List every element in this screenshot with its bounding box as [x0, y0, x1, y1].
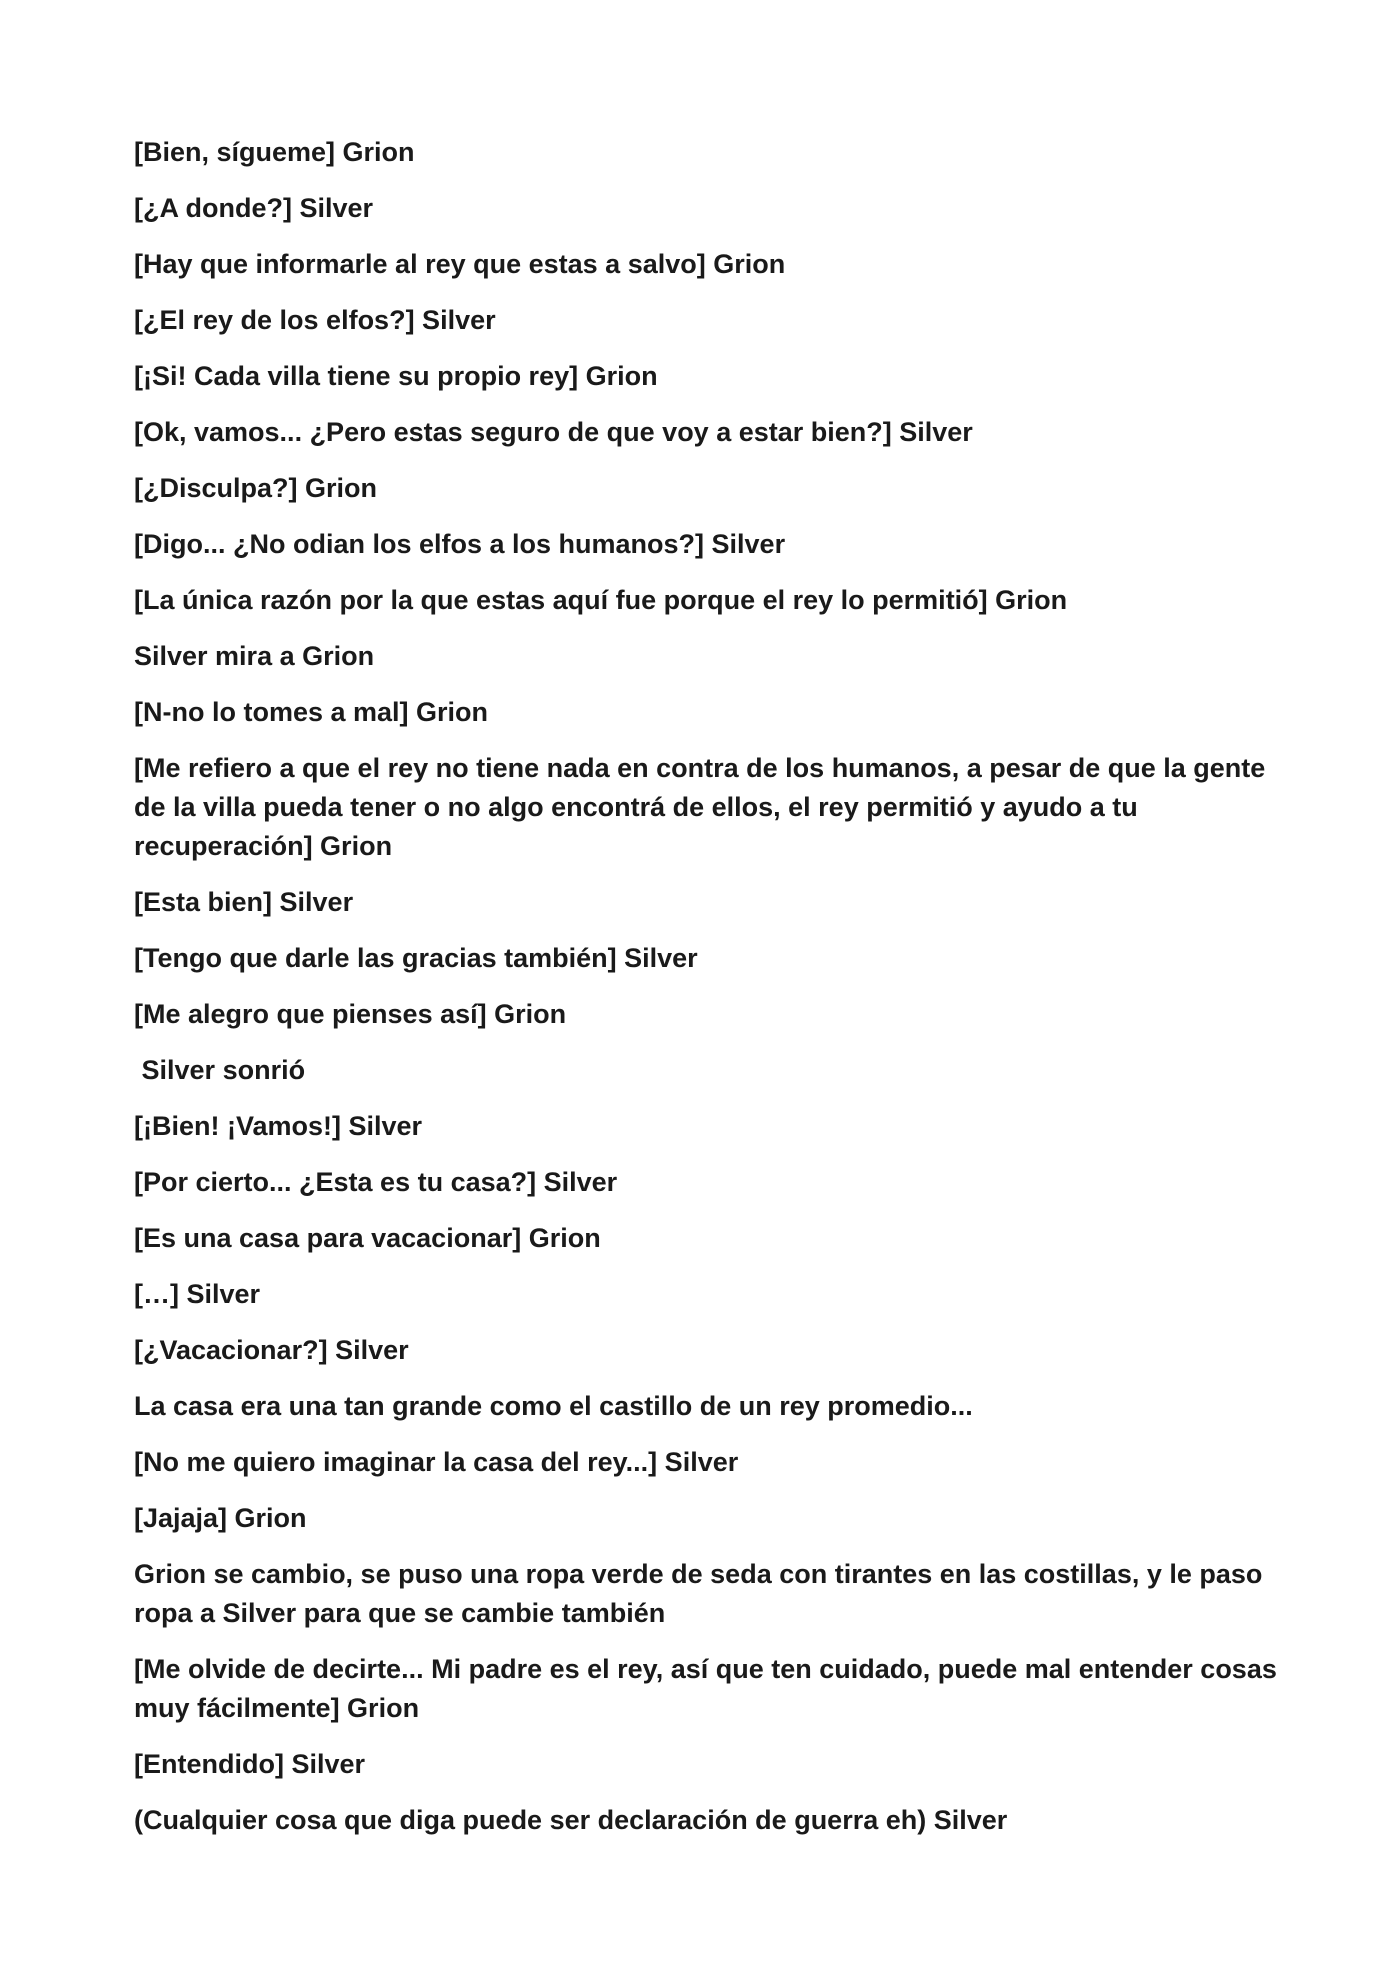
paragraph: [Me olvide de decirte... Mi padre es el rey, así que ten cuidado, puede mal entender cosas muy fácilmente] Grion	[134, 1654, 1285, 1723]
paragraph: [Ok, vamos... ¿Pero estas seguro de que voy a estar bien?] Silver	[134, 417, 973, 447]
paragraph: [N-no lo tomes a mal] Grion	[134, 697, 489, 727]
paragraph: [¿A donde?] Silver	[134, 193, 374, 223]
paragraph: […] Silver	[134, 1279, 261, 1309]
paragraph: [¡Si! Cada villa tiene su propio rey] Grion	[134, 361, 658, 391]
paragraph: [Por cierto... ¿Esta es tu casa?] Silver	[134, 1167, 618, 1197]
paragraph: Silver mira a Grion	[134, 641, 375, 671]
paragraph: [¿El rey de los elfos?] Silver	[134, 305, 496, 335]
paragraph: [¿Disculpa?] Grion	[134, 473, 377, 503]
paragraph: (Cualquier cosa que diga puede ser declaración de guerra eh) Silver	[134, 1805, 1008, 1835]
paragraph: [No me quiero imaginar la casa del rey...] Silver	[134, 1447, 739, 1477]
paragraph: [Digo... ¿No odian los elfos a los humanos?] Silver	[134, 529, 786, 559]
paragraph: [¿Vacacionar?] Silver	[134, 1335, 409, 1365]
paragraph: [Jajaja] Grion	[134, 1503, 307, 1533]
paragraph: [¡Bien! ¡Vamos!] Silver	[134, 1111, 423, 1141]
paragraph: [Me alegro que pienses así] Grion	[134, 999, 567, 1029]
paragraph: [Entendido] Silver	[134, 1749, 366, 1779]
paragraph: [Me refiero a que el rey no tiene nada en contra de los humanos, a pesar de que la gente de la villa pueda tener o no algo encontrá de ellos, el rey permitió y ayudo a tu recuperación] Grion	[134, 753, 1273, 861]
paragraph: Grion se cambio, se puso una ropa verde de seda con tirantes en las costillas, y le paso ropa a Silver para que se cambie también	[134, 1559, 1270, 1628]
paragraph: [Esta bien] Silver	[134, 887, 354, 917]
paragraph: [Bien, sígueme] Grion	[134, 137, 415, 167]
paragraph: [La única razón por la que estas aquí fue porque el rey lo permitió] Grion	[134, 585, 1068, 615]
paragraph: [Es una casa para vacacionar] Grion	[134, 1223, 601, 1253]
document-body	[134, 133, 1284, 1857]
paragraph: [Hay que informarle al rey que estas a salvo] Grion	[134, 249, 786, 279]
paragraph: [Tengo que darle las gracias también] Silver	[134, 943, 698, 973]
paragraph: La casa era una tan grande como el castillo de un rey promedio...	[134, 1391, 973, 1421]
paragraph: Silver sonrió	[134, 1055, 306, 1085]
